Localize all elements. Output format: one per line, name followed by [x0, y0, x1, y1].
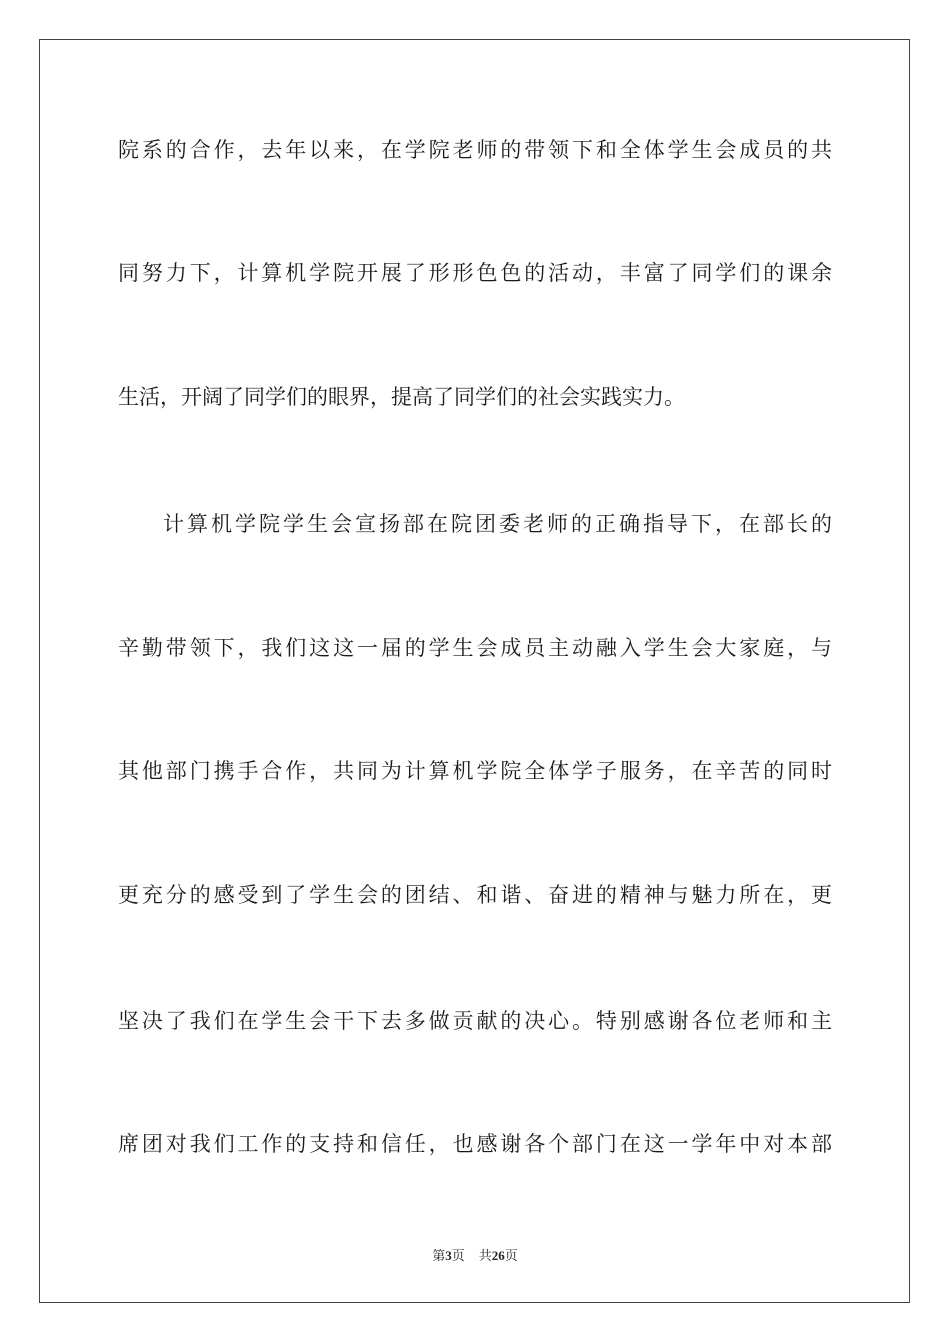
paragraph-2-line-2: 辛勤带领下，我们这这一届的学生会成员主动融入学生会大家庭，与	[118, 636, 832, 660]
page-footer	[0, 1248, 950, 1264]
paragraph-2-line-6: 席团对我们工作的支持和信任，也感谢各个部门在这一学年中对本部	[118, 1132, 832, 1156]
paragraph-1-line-1: 院系的合作，去年以来，在学院老师的带领下和全体学生会成员的共	[118, 138, 832, 162]
paragraph-2-line-5: 坚决了我们在学生会干下去多做贡献的决心。特别感谢各位老师和主	[118, 1009, 832, 1033]
footer-page-suffix: 页	[451, 1248, 465, 1263]
paragraph-2-line-3: 其他部门携手合作，共同为计算机学院全体学子服务，在辛苦的同时	[118, 759, 832, 783]
footer-page-prefix: 第	[432, 1248, 446, 1263]
page-border	[39, 39, 910, 1303]
footer-total-pages: 26	[491, 1248, 505, 1263]
footer-total-prefix: 共	[478, 1248, 492, 1263]
paragraph-2-line-4: 更充分的感受到了学生会的团结、和谐、奋进的精神与魅力所在，更	[118, 883, 832, 907]
paragraph-1-line-2: 同努力下，计算机学院开展了形形色色的活动，丰富了同学们的课余	[118, 261, 832, 285]
footer-page-number: 3	[445, 1248, 452, 1263]
paragraph-1-line-3: 生活，开阔了同学们的眼界，提高了同学们的社会实践实力。	[118, 385, 685, 409]
paragraph-2-line-1: 计算机学院学生会宣扬部在院团委老师的正确指导下，在部长的	[163, 512, 832, 536]
footer-total-suffix: 页	[504, 1248, 518, 1263]
